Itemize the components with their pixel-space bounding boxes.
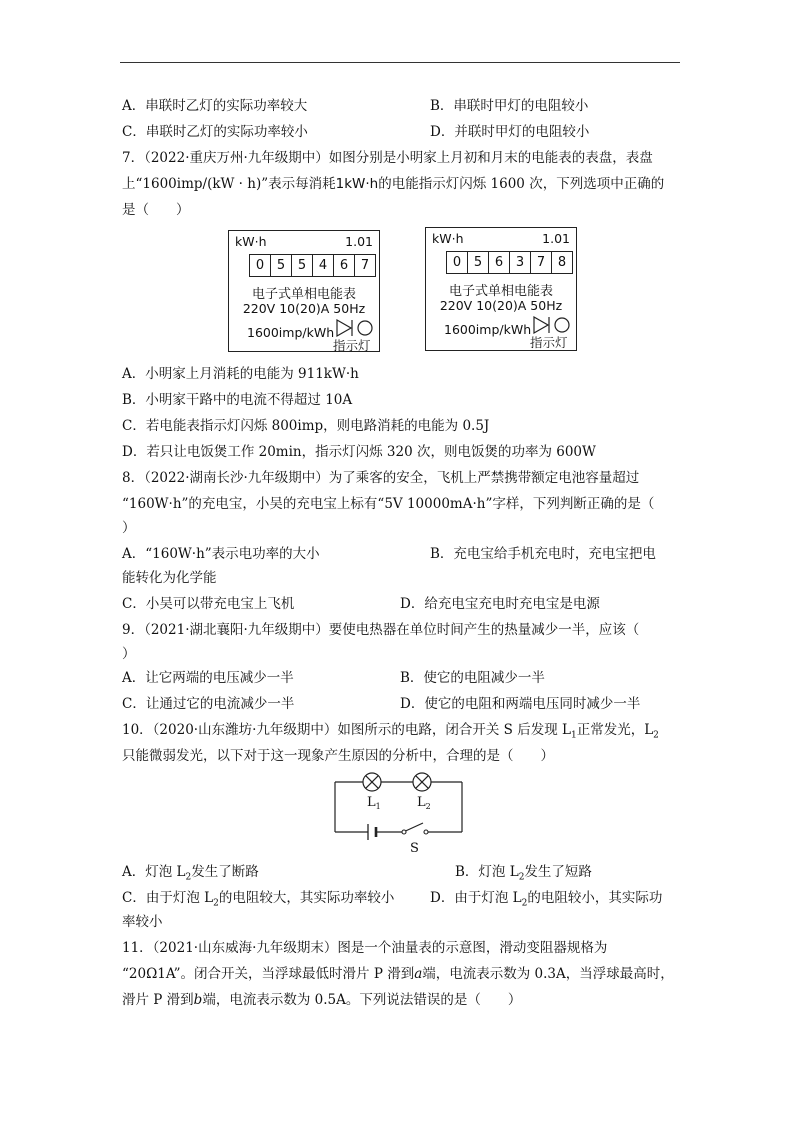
meter-digit: 4 bbox=[313, 255, 334, 276]
meter-digit: 7 bbox=[531, 252, 552, 273]
meter-digit: 6 bbox=[334, 255, 355, 276]
q8-option-a[interactable]: A．“160W·h”表示电功率的大小 bbox=[122, 546, 320, 562]
indicator-lamp-icon bbox=[335, 318, 375, 338]
switch-icon bbox=[402, 823, 428, 834]
meter-spec: 220V 10(20)A 50Hz bbox=[439, 298, 563, 313]
meter-digit: 5 bbox=[468, 252, 489, 273]
q9-stem-line2: ） bbox=[122, 646, 136, 662]
q7-option-b[interactable]: B．小明家干路中的电流不得超过 10A bbox=[122, 392, 353, 408]
meter-spec: 220V 10(20)A 50Hz bbox=[242, 301, 366, 316]
meter-lamp-label: 指示灯 bbox=[530, 335, 568, 350]
q7-stem-line2: 上“1600imp/(kW · h)”表示每消耗1kW·h的电能指示灯闪烁 1600 次，下列选项中正确的 bbox=[122, 176, 665, 192]
q8-option-b[interactable]: B．充电宝给手机充电时，充电宝把电 bbox=[430, 546, 656, 562]
meter-digit: 3 bbox=[510, 252, 531, 273]
meter-digit: 5 bbox=[292, 255, 313, 276]
meter-unit: kW·h bbox=[432, 231, 464, 246]
page-top-rule bbox=[120, 62, 680, 63]
q9-stem-line1: 9．（2021·湖北襄阳·九年级期中）要使电热器在单位时间产生的热量减少一半，应该（ bbox=[122, 622, 640, 638]
q10-stem-line2: 只能微弱发光，以下对于这一现象产生原因的分析中，合理的是（ ） bbox=[122, 748, 554, 764]
meter-version: 1.01 bbox=[542, 231, 570, 246]
energy-meter-start bbox=[228, 230, 380, 352]
q10-option-d-cont: 率较小 bbox=[122, 914, 163, 930]
q10-option-d[interactable]: D．由于灯泡 $L_2$的电阻较小，其实际功 bbox=[430, 890, 663, 909]
q7-stem-line1: 7．（2022·重庆万州·九年级期中）如图分别是小明家上月初和月末的电能表的表盘，表盘 bbox=[122, 150, 653, 166]
q11-stem-line2: “20Ω1A”。闭合开关，当浮球最低时滑片 P 滑到a端，电流表示数为 0.3A，当浮球最高时， bbox=[122, 966, 674, 982]
energy-meter-end bbox=[425, 227, 577, 351]
lamp-l2-icon bbox=[413, 773, 431, 791]
q8-stem-line2: “160W·h”的充电宝，小吴的充电宝上标有“5V 10000mA·h”字样，下列判断正确的是（ bbox=[122, 496, 655, 512]
q10-option-c[interactable]: C．由于灯泡 $L_2$的电阻较大，其实际功率较小 bbox=[122, 890, 395, 909]
meter-digit: 5 bbox=[271, 255, 292, 276]
q8-stem-line3: ） bbox=[122, 520, 136, 536]
q9-option-d[interactable]: D．使它的电阻和两端电压同时减少一半 bbox=[400, 696, 641, 712]
meter-digits bbox=[446, 251, 573, 274]
q11-stem-line3: 滑片 P 滑到b端，电流表示数为 0.5A。下列说法错误的是（ ） bbox=[122, 992, 522, 1008]
q7-option-d[interactable]: D．若只让电饭煲工作 20min，指示灯闪烁 320 次，则电饭煲的功率为 600W bbox=[122, 444, 596, 460]
meter-imp: 1600imp/kWh bbox=[247, 325, 335, 340]
q10-stem-line1: 10．（2020·山东潍坊·九年级期中）如图所示的电路，闭合开关 S 后发现 $L_1$正常发光，$L_2$ bbox=[122, 722, 659, 741]
meter-digit: 8 bbox=[557, 255, 567, 270]
meter-unit: kW·h bbox=[235, 234, 267, 249]
indicator-lamp-icon bbox=[532, 315, 572, 335]
meter-title: 电子式单相电能表 bbox=[251, 287, 356, 302]
label-s: S bbox=[410, 841, 419, 856]
meter-title: 电子式单相电能表 bbox=[448, 284, 553, 299]
q7-option-c[interactable]: C．若电能表指示灯闪烁 800imp，则电路消耗的电能为 0.5J bbox=[122, 418, 490, 434]
q8-option-c[interactable]: C．小吴可以带充电宝上飞机 bbox=[122, 596, 295, 612]
circuit-diagram bbox=[330, 768, 470, 858]
q11-stem-line1: 11．（2021·山东威海·九年级期末）图是一个油量表的示意图，滑动变阻器规格为 bbox=[122, 940, 608, 956]
q8-stem-line1: 8．（2022·湖南长沙·九年级期中）为了乘客的安全，飞机上严禁携带额定电池容量超过 bbox=[122, 470, 640, 486]
q9-option-c[interactable]: C．让通过它的电流减少一半 bbox=[122, 696, 295, 712]
meter-imp: 1600imp/kWh bbox=[444, 322, 532, 337]
meter-digit: 6 bbox=[489, 252, 510, 273]
q6-option-d[interactable]: D．并联时甲灯的电阻较小 bbox=[430, 124, 590, 140]
meter-lamp-label: 指示灯 bbox=[333, 338, 371, 353]
q6-option-b[interactable]: B．串联时甲灯的电阻较小 bbox=[430, 98, 589, 114]
q8-option-d[interactable]: D．给充电宝充电时充电宝是电源 bbox=[400, 596, 600, 612]
q10-option-b[interactable]: B．灯泡 $L_2$发生了短路 bbox=[455, 864, 592, 883]
lamp-l1-icon bbox=[363, 773, 381, 791]
q9-option-a[interactable]: A．让它两端的电压减少一半 bbox=[122, 670, 294, 686]
meter-version: 1.01 bbox=[345, 234, 373, 249]
meter-digit: 0 bbox=[250, 255, 271, 276]
q6-option-a[interactable]: A．串联时乙灯的实际功率较大 bbox=[122, 98, 308, 114]
label-l2: $L_2$ bbox=[417, 795, 431, 811]
q10-option-a[interactable]: A．灯泡 $L_2$发生了断路 bbox=[122, 864, 259, 883]
q8-option-b-cont: 能转化为化学能 bbox=[122, 570, 217, 586]
meter-digit: 0 bbox=[447, 252, 468, 273]
q6-option-c[interactable]: C．串联时乙灯的实际功率较小 bbox=[122, 124, 308, 140]
battery-icon bbox=[368, 824, 376, 840]
q9-option-b[interactable]: B．使它的电阻减少一半 bbox=[400, 670, 545, 686]
meter-digit: 7 bbox=[360, 258, 370, 273]
q7-option-a[interactable]: A．小明家上月消耗的电能为 911kW·h bbox=[122, 366, 359, 382]
label-l1: $L_1$ bbox=[367, 795, 381, 811]
meter-digits bbox=[249, 254, 376, 277]
q7-stem-line3: 是（ ） bbox=[122, 202, 190, 218]
